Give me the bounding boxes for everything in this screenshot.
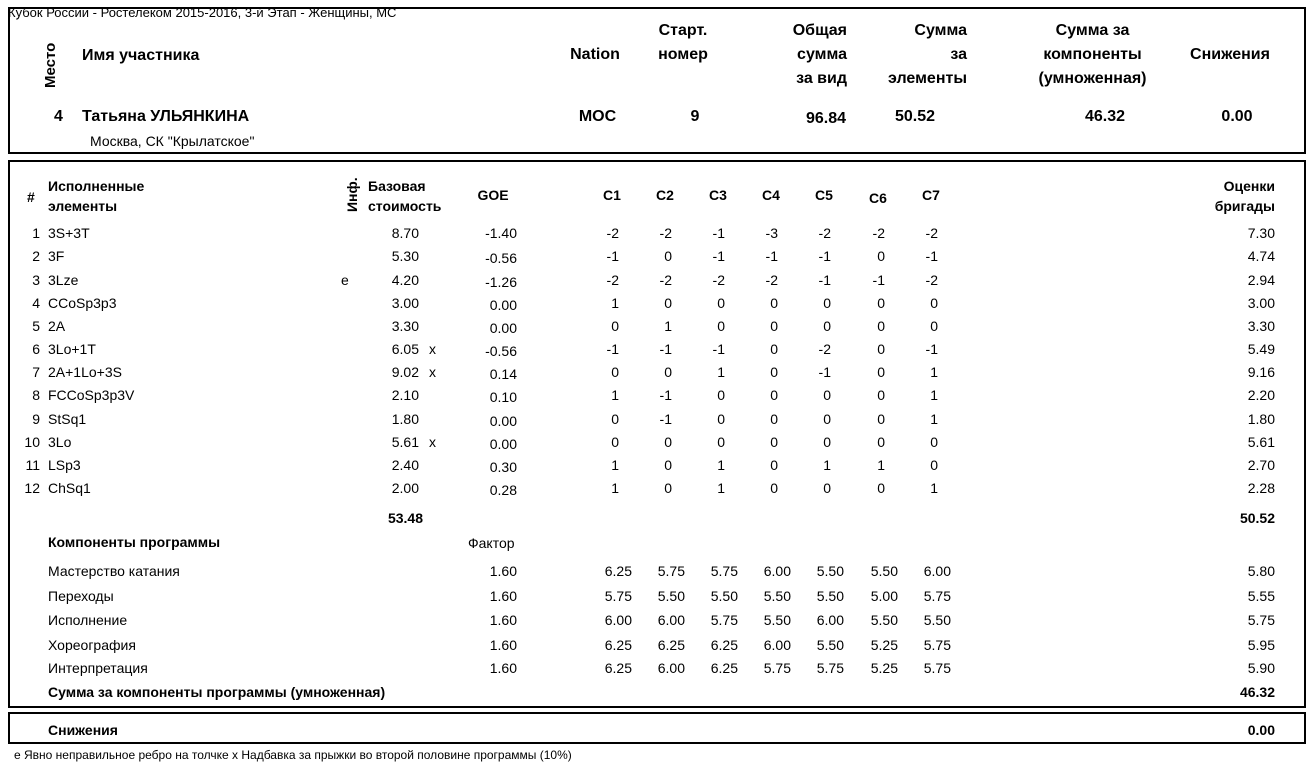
element-base: 8.70 <box>391 225 419 241</box>
element-num: 8 <box>32 387 40 403</box>
element-judge-c6: 0 <box>877 341 885 357</box>
element-judge-c6: -2 <box>872 225 885 241</box>
element-goe: 0.14 <box>489 366 517 382</box>
element-judge-c6: 0 <box>877 295 885 311</box>
element-judge-c3: 0 <box>717 434 725 450</box>
page-title: Кубок России - Ростелеком 2015-2016, 3-й Этап - Женщины, МС <box>8 5 397 20</box>
element-judge-c4: 0 <box>770 364 778 380</box>
skater-start-no: 9 <box>690 108 700 125</box>
element-goe: 0.10 <box>489 389 517 405</box>
element-num: 2 <box>32 248 40 264</box>
deductions-row-value: 0.00 <box>1247 722 1275 738</box>
component-judge-c3: 5.75 <box>710 612 738 628</box>
element-code: 2A+1Lo+3S <box>48 364 122 380</box>
element-base: 3.30 <box>391 318 419 334</box>
elements-score-total: 50.52 <box>1239 510 1275 526</box>
component-judge-c4: 5.50 <box>763 612 791 628</box>
element-judge-c6: 0 <box>877 318 885 334</box>
element-goe: 0.00 <box>489 436 517 452</box>
component-panel-score: 5.95 <box>1247 637 1275 653</box>
component-judge-c6: 5.25 <box>870 637 898 653</box>
element-judge-c3: -1 <box>712 341 725 357</box>
element-num: 1 <box>32 225 40 241</box>
element-judge-c4: 0 <box>770 457 778 473</box>
element-judge-c6: 0 <box>877 387 885 403</box>
component-judge-c6: 5.50 <box>870 563 898 579</box>
component-factor: 1.60 <box>489 563 517 579</box>
component-name: Хореография <box>48 637 136 653</box>
component-judge-c2: 5.50 <box>657 588 685 604</box>
element-judge-c1: 1 <box>611 480 619 496</box>
element-base: 9.02 <box>391 364 419 380</box>
element-judge-c4: 0 <box>770 434 778 450</box>
element-panel-score: 7.30 <box>1247 225 1275 241</box>
element-judge-c4: 0 <box>770 295 778 311</box>
element-judge-c2: 0 <box>664 364 672 380</box>
element-judge-c2: 0 <box>664 434 672 450</box>
element-panel-score: 5.61 <box>1247 434 1275 450</box>
element-judge-c5: -2 <box>818 341 831 357</box>
element-judge-c6: -1 <box>872 272 885 288</box>
element-judge-c1: 1 <box>611 387 619 403</box>
element-judge-c1: 0 <box>611 411 619 427</box>
element-info: e <box>341 272 349 288</box>
component-judge-c5: 6.00 <box>816 612 844 628</box>
component-judge-c3: 5.50 <box>710 588 738 604</box>
element-num: 6 <box>32 341 40 357</box>
components-total-label: Сумма за компоненты программы (умноженная) <box>48 684 386 700</box>
component-factor: 1.60 <box>489 588 517 604</box>
element-judge-c3: -1 <box>712 225 725 241</box>
element-judge-c7: -1 <box>925 248 938 264</box>
element-judge-c1: -1 <box>606 341 619 357</box>
component-judge-c6: 5.00 <box>870 588 898 604</box>
rank-label: Место <box>42 42 59 88</box>
skater-elements-sum: 50.52 <box>894 108 935 125</box>
component-judge-c7: 6.00 <box>923 563 951 579</box>
element-goe: -0.56 <box>485 343 517 359</box>
num-header: # <box>27 189 35 205</box>
element-code: CCoSp3p3 <box>48 295 117 311</box>
element-judge-c2: 0 <box>664 248 672 264</box>
component-judge-c5: 5.50 <box>816 637 844 653</box>
element-judge-c6: 0 <box>877 364 885 380</box>
component-panel-score: 5.75 <box>1247 612 1275 628</box>
executed-header: Исполненные элементы <box>48 178 145 214</box>
element-base: 4.20 <box>391 272 419 288</box>
element-judge-c5: 0 <box>823 387 831 403</box>
component-panel-score: 5.90 <box>1247 660 1275 676</box>
element-judge-c1: 0 <box>611 364 619 380</box>
component-judge-c3: 6.25 <box>710 660 738 676</box>
element-panel-score: 2.94 <box>1247 272 1275 288</box>
element-panel-score: 3.00 <box>1247 295 1275 311</box>
nation-label: Nation <box>570 46 620 63</box>
element-base: 2.10 <box>391 387 419 403</box>
component-name: Мастерство катания <box>48 563 180 579</box>
element-judge-c6: 0 <box>877 411 885 427</box>
element-num: 12 <box>24 480 40 496</box>
element-base: 5.61 <box>391 434 419 450</box>
element-judge-c7: 0 <box>930 295 938 311</box>
element-num: 9 <box>32 411 40 427</box>
judge-header-c7: C7 <box>922 187 940 203</box>
element-base: 1.80 <box>391 411 419 427</box>
skater-nation: MOC <box>578 108 617 125</box>
element-judge-c7: 1 <box>930 364 938 380</box>
element-judge-c3: -1 <box>712 248 725 264</box>
element-code: 3S+3T <box>48 225 90 241</box>
element-judge-c2: 0 <box>664 457 672 473</box>
element-code: LSp3 <box>48 457 81 473</box>
element-judge-c3: 1 <box>717 457 725 473</box>
element-judge-c5: 0 <box>823 411 831 427</box>
component-panel-score: 5.80 <box>1247 563 1275 579</box>
info-header: Инф. <box>344 177 360 212</box>
element-judge-c4: 0 <box>770 411 778 427</box>
element-panel-score: 2.28 <box>1247 480 1275 496</box>
judge-header-c2: C2 <box>656 187 674 203</box>
element-judge-c5: -1 <box>818 248 831 264</box>
element-base: 2.40 <box>391 457 419 473</box>
skater-total: 96.84 <box>805 110 846 127</box>
element-goe: 0.00 <box>489 297 517 313</box>
components-title: Компоненты программы <box>48 534 221 550</box>
element-goe: -1.40 <box>485 225 517 241</box>
element-goe: -1.26 <box>485 274 517 290</box>
element-panel-score: 4.74 <box>1247 248 1275 264</box>
element-judge-c1: 1 <box>611 295 619 311</box>
element-judge-c6: 0 <box>877 248 885 264</box>
elements-sum-label: Сумма за элементы <box>888 22 967 87</box>
component-judge-c6: 5.25 <box>870 660 898 676</box>
element-judge-c1: 0 <box>611 434 619 450</box>
element-judge-c3: 1 <box>717 480 725 496</box>
name-label: Имя участника <box>82 47 200 64</box>
element-judge-c2: 0 <box>664 480 672 496</box>
element-judge-c6: 1 <box>877 457 885 473</box>
element-goe: 0.00 <box>489 320 517 336</box>
element-num: 4 <box>32 295 40 311</box>
element-panel-score: 3.30 <box>1247 318 1275 334</box>
judge-header-c4: C4 <box>762 187 780 203</box>
element-judge-c3: 0 <box>717 318 725 334</box>
component-factor: 1.60 <box>489 612 517 628</box>
factor-header: Фактор <box>468 535 515 551</box>
total-label: Общая сумма за вид <box>792 22 847 87</box>
component-judge-c5: 5.50 <box>816 563 844 579</box>
element-judge-c5: 0 <box>823 434 831 450</box>
component-judge-c5: 5.50 <box>816 588 844 604</box>
element-judge-c2: -1 <box>659 387 672 403</box>
element-judge-c7: -1 <box>925 341 938 357</box>
judge-header-c5: C5 <box>815 187 833 203</box>
element-judge-c7: 0 <box>930 434 938 450</box>
component-judge-c1: 6.25 <box>604 637 632 653</box>
element-code: 3F <box>48 248 65 264</box>
element-panel-score: 2.70 <box>1247 457 1275 473</box>
element-judge-c4: -1 <box>765 248 778 264</box>
element-judge-c6: 0 <box>877 480 885 496</box>
footnote: e Явно неправильное ребро на толчке x Надбавка за прыжки во второй половине программы (10%) <box>14 748 572 762</box>
element-judge-c3: 0 <box>717 295 725 311</box>
deductions-label: Снижения <box>1190 46 1270 63</box>
element-judge-c5: 0 <box>823 480 831 496</box>
component-judge-c4: 6.00 <box>763 563 791 579</box>
element-judge-c1: 0 <box>611 318 619 334</box>
skater-club: Москва, СК "Крылатское" <box>90 133 255 149</box>
component-judge-c7: 5.50 <box>923 612 951 628</box>
skater-name: Татьяна УЛЬЯНКИНА <box>82 108 250 125</box>
element-judge-c4: -3 <box>765 225 778 241</box>
component-judge-c1: 6.25 <box>604 660 632 676</box>
component-judge-c2: 6.00 <box>657 660 685 676</box>
element-num: 3 <box>32 272 40 288</box>
element-code: 3Lo+1T <box>48 341 96 357</box>
component-judge-c4: 6.00 <box>763 637 791 653</box>
element-panel-score: 2.20 <box>1247 387 1275 403</box>
judge-header-c3: C3 <box>709 187 727 203</box>
element-judge-c2: -2 <box>659 272 672 288</box>
element-judge-c1: -2 <box>606 272 619 288</box>
component-judge-c1: 5.75 <box>604 588 632 604</box>
panel-header: Оценки бригады <box>1214 178 1275 214</box>
element-judge-c4: 0 <box>770 387 778 403</box>
element-base: 5.30 <box>391 248 419 264</box>
element-judge-c5: -1 <box>818 364 831 380</box>
component-judge-c1: 6.00 <box>604 612 632 628</box>
element-judge-c4: 0 <box>770 341 778 357</box>
element-goe: -0.56 <box>485 250 517 266</box>
element-code: 2A <box>48 318 66 334</box>
element-judge-c2: 0 <box>664 295 672 311</box>
element-base: 2.00 <box>391 480 419 496</box>
component-name: Исполнение <box>48 612 128 628</box>
skater-deductions: 0.00 <box>1221 108 1253 125</box>
element-judge-c4: -2 <box>765 272 778 288</box>
element-goe: 0.28 <box>489 482 517 498</box>
component-judge-c4: 5.50 <box>763 588 791 604</box>
component-judge-c3: 5.75 <box>710 563 738 579</box>
deductions-row-label: Снижения <box>48 722 118 738</box>
element-judge-c7: -2 <box>925 225 938 241</box>
element-judge-c5: -2 <box>818 225 831 241</box>
element-judge-c2: 1 <box>664 318 672 334</box>
element-bonus-mark: x <box>429 434 436 450</box>
element-judge-c4: 0 <box>770 318 778 334</box>
element-num: 7 <box>32 364 40 380</box>
element-judge-c7: 1 <box>930 387 938 403</box>
elements-base-total: 53.48 <box>387 510 423 526</box>
element-judge-c7: 0 <box>930 457 938 473</box>
start-label: Старт. номер <box>658 22 708 63</box>
component-judge-c2: 6.00 <box>657 612 685 628</box>
component-judge-c1: 6.25 <box>604 563 632 579</box>
element-judge-c3: -2 <box>712 272 725 288</box>
element-num: 5 <box>32 318 40 334</box>
element-goe: 0.30 <box>489 459 517 475</box>
element-judge-c5: 0 <box>823 318 831 334</box>
component-factor: 1.60 <box>489 660 517 676</box>
element-judge-c7: 0 <box>930 318 938 334</box>
element-bonus-mark: x <box>429 364 436 380</box>
component-judge-c2: 6.25 <box>657 637 685 653</box>
component-name: Переходы <box>48 588 114 604</box>
element-judge-c5: 0 <box>823 295 831 311</box>
element-code: FCCoSp3p3V <box>48 387 135 403</box>
element-judge-c7: 1 <box>930 411 938 427</box>
skater-rank: 4 <box>54 108 63 125</box>
component-judge-c5: 5.75 <box>816 660 844 676</box>
judge-header-c6: C6 <box>869 190 887 206</box>
component-judge-c6: 5.50 <box>870 612 898 628</box>
element-judge-c7: -2 <box>925 272 938 288</box>
skater-components-sum: 46.32 <box>1084 108 1126 125</box>
element-code: ChSq1 <box>48 480 91 496</box>
element-base: 6.05 <box>391 341 419 357</box>
element-panel-score: 5.49 <box>1247 341 1275 357</box>
element-judge-c1: -1 <box>606 248 619 264</box>
component-name: Интерпретация <box>48 660 148 676</box>
component-judge-c2: 5.75 <box>657 563 685 579</box>
element-panel-score: 9.16 <box>1247 364 1275 380</box>
component-judge-c7: 5.75 <box>923 637 951 653</box>
component-judge-c7: 5.75 <box>923 588 951 604</box>
judge-header-c1: C1 <box>603 187 621 203</box>
deductions-box <box>8 712 1306 744</box>
base-header: Базовая стоимость <box>368 178 442 214</box>
components-sum-label: Сумма за компоненты (умноженная) <box>1038 22 1147 87</box>
element-judge-c5: -1 <box>818 272 831 288</box>
element-panel-score: 1.80 <box>1247 411 1275 427</box>
element-code: 3Lo <box>48 434 72 450</box>
element-num: 11 <box>25 457 40 473</box>
element-judge-c1: 1 <box>611 457 619 473</box>
element-judge-c6: 0 <box>877 434 885 450</box>
element-judge-c1: -2 <box>606 225 619 241</box>
element-judge-c3: 1 <box>717 364 725 380</box>
element-judge-c5: 1 <box>823 457 831 473</box>
element-base: 3.00 <box>391 295 419 311</box>
element-judge-c4: 0 <box>770 480 778 496</box>
element-judge-c2: -1 <box>659 341 672 357</box>
component-judge-c7: 5.75 <box>923 660 951 676</box>
component-factor: 1.60 <box>489 637 517 653</box>
goe-header: GOE <box>477 187 509 203</box>
component-judge-c4: 5.75 <box>763 660 791 676</box>
component-panel-score: 5.55 <box>1247 588 1275 604</box>
element-judge-c2: -2 <box>659 225 672 241</box>
element-judge-c3: 0 <box>717 387 725 403</box>
component-judge-c3: 6.25 <box>710 637 738 653</box>
element-code: StSq1 <box>48 411 87 427</box>
element-code: 3Lze <box>48 272 79 288</box>
element-judge-c2: -1 <box>659 411 672 427</box>
element-num: 10 <box>24 434 40 450</box>
element-bonus-mark: x <box>429 341 436 357</box>
element-judge-c7: 1 <box>930 480 938 496</box>
element-goe: 0.00 <box>489 413 517 429</box>
components-total-value: 46.32 <box>1239 684 1275 700</box>
element-judge-c3: 0 <box>717 411 725 427</box>
